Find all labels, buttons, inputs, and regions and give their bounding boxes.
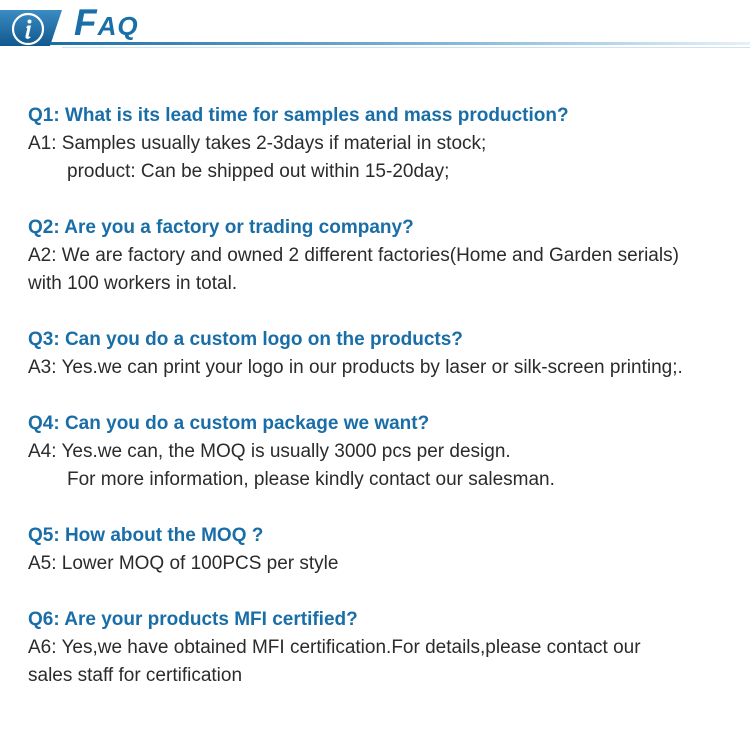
faq-item-4 bbox=[28, 410, 740, 494]
faq-answer-line: A6: Yes,we have obtained MFI certification.For details,please contact our bbox=[28, 637, 641, 658]
faq-answer-line: A3: Yes.we can print your logo in our products by laser or silk-screen printing;. bbox=[28, 357, 683, 378]
faq-item-3 bbox=[28, 326, 740, 382]
faq-question: Q6: Are your products MFI certified? bbox=[28, 609, 358, 630]
faq-answer-line: A1: Samples usually takes 2-3days if material in stock; bbox=[28, 133, 487, 154]
faq-answer-line: sales staff for certification bbox=[28, 665, 243, 686]
faq-header bbox=[0, 0, 750, 60]
faq-answer-line: A4: Yes.we can, the MOQ is usually 3000 pcs per design. bbox=[28, 441, 511, 462]
faq-title-initial: F bbox=[74, 2, 98, 43]
faq-question: Q3: Can you do a custom logo on the products? bbox=[28, 329, 463, 350]
faq-item-5 bbox=[28, 522, 740, 578]
faq-question: Q4: Can you do a custom package we want? bbox=[28, 413, 430, 434]
faq-question: Q1: What is its lead time for samples and mass production? bbox=[28, 105, 569, 126]
faq-title bbox=[74, 4, 139, 41]
faq-item-6 bbox=[28, 606, 740, 690]
info-icon bbox=[8, 9, 48, 49]
faq-answer-line: with 100 workers in total. bbox=[28, 273, 238, 294]
faq-item-2 bbox=[28, 214, 740, 298]
faq-question: Q2: Are you a factory or trading company? bbox=[28, 217, 414, 238]
faq-list bbox=[28, 102, 740, 718]
faq-answer-line: A5: Lower MOQ of 100PCS per style bbox=[28, 553, 339, 574]
faq-item-1 bbox=[28, 102, 740, 186]
faq-question: Q5: How about the MOQ ? bbox=[28, 525, 264, 546]
faq-answer-line: For more information, please kindly contact our salesman. bbox=[67, 469, 555, 490]
faq-title-rest: AQ bbox=[97, 11, 139, 41]
faq-answer-line: product: Can be shipped out within 15-20day; bbox=[67, 161, 450, 182]
faq-answer-line: A2: We are factory and owned 2 different factories(Home and Garden serials) bbox=[28, 245, 679, 266]
